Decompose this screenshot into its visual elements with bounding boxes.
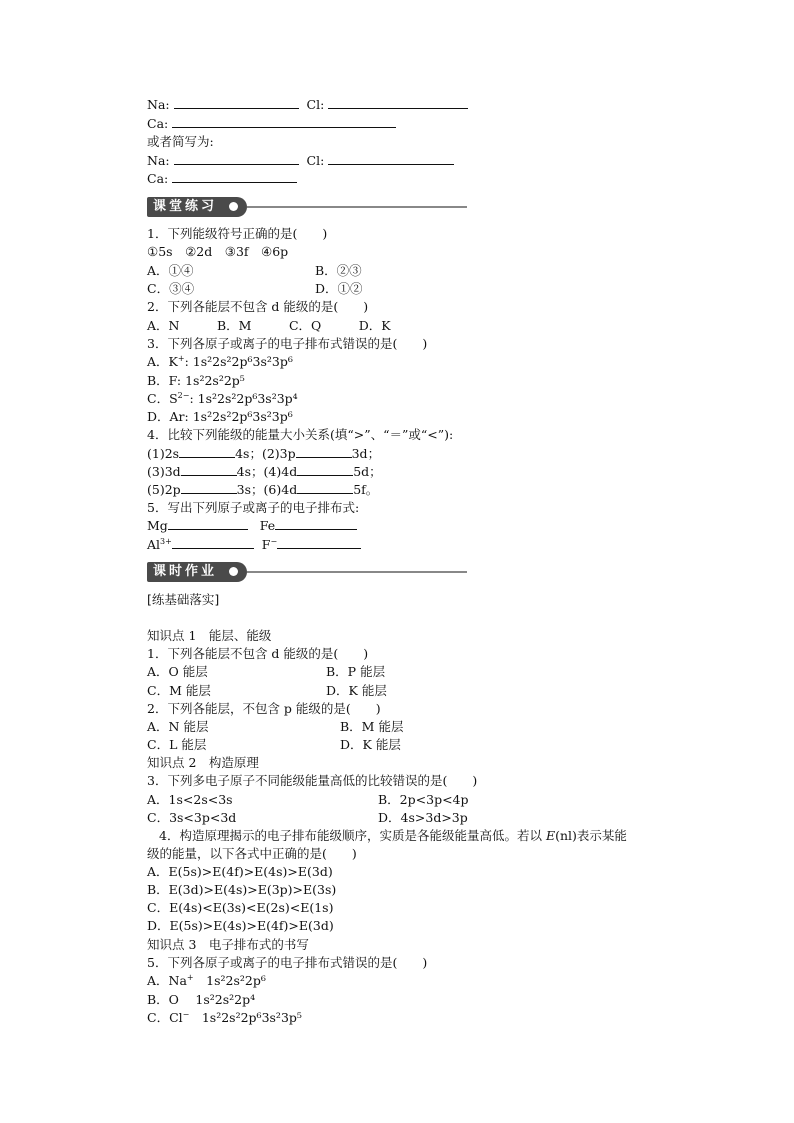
q4-r1a: (1)2s — [147, 446, 180, 461]
band-rule — [247, 206, 467, 208]
q4-blank-4[interactable] — [297, 464, 353, 476]
h3-option-b: B．2p<3p<4p — [378, 792, 469, 807]
h5-c-rest: 1s²2s²2p⁶3s²3p⁵ — [189, 1010, 302, 1025]
h4-option-a: A．E(5s)>E(4f)>E(4s)>E(3d) — [147, 864, 333, 879]
q5-al-label: Al — [147, 537, 161, 552]
q4-row-2 — [147, 464, 382, 480]
q5-al-charge: 3+ — [160, 537, 172, 546]
h2-option-b: B．M 能层 — [340, 719, 404, 734]
na-line — [147, 97, 468, 113]
q2-stem: 2．下列各能层不包含 d 能级的是( ) — [147, 299, 369, 314]
q3-a-rest: : 1s²2s²2p⁶3s²3p⁶ — [184, 354, 293, 369]
q4-blank-1[interactable] — [179, 446, 235, 458]
na2-label: Na: — [147, 153, 170, 168]
h4-line1-a: 4．构造原理揭示的电子排布能级顺序，实质是各能级能量高低。若以 — [159, 828, 546, 843]
q3-stem: 3．下列各原子或离子的电子排布式错误的是( ) — [147, 336, 428, 351]
ca-blank[interactable] — [172, 116, 396, 128]
h5-stem: 5．下列各原子或离子的电子排布式错误的是( ) — [147, 955, 428, 970]
h2-option-d: D．K 能层 — [340, 737, 401, 752]
h1-option-b: B．P 能层 — [326, 664, 386, 679]
q5-mg-label: Mg — [147, 518, 168, 533]
h4-option-c: C．E(4s)<E(3s)<E(2s)<E(1s) — [147, 900, 334, 915]
na-label: Na: — [147, 97, 170, 112]
ca-line — [147, 116, 396, 132]
q5-fe-blank[interactable] — [275, 518, 357, 530]
q5-row-2 — [147, 537, 361, 553]
q3-c-prefix: C．S — [147, 391, 178, 406]
band-title: 课时作业 — [147, 562, 247, 582]
h5-a-rest: 1s²2s²2p⁶ — [193, 973, 266, 988]
q5-f-charge: − — [270, 537, 278, 546]
h3-stem: 3．下列多电子原子不同能级能量高低的比较错误的是( ) — [147, 773, 478, 788]
band-title: 课堂练习 — [147, 197, 247, 217]
h2-option-a: A．N 能层 — [147, 719, 209, 734]
q5-f-label: F — [261, 537, 271, 552]
q4-blank-3[interactable] — [181, 464, 237, 476]
knowledge-point-2: 知识点 2 构造原理 — [147, 755, 259, 770]
cl2-label: Cl: — [306, 153, 325, 168]
q4-r1c: 3d； — [351, 446, 381, 461]
q4-r2b: 4s；(4)4d — [236, 464, 298, 479]
ca-label: Ca: — [147, 116, 169, 131]
cl-label: Cl: — [306, 97, 325, 112]
q1-option-a: A．①④ — [147, 263, 194, 278]
q3-option-c — [147, 391, 298, 407]
q5-al-blank[interactable] — [172, 537, 254, 549]
h4-stem-line1 — [159, 828, 627, 844]
q4-blank-6[interactable] — [297, 482, 353, 494]
q1-option-b: B．②③ — [315, 263, 362, 278]
band-rule — [247, 571, 467, 573]
q4-r2c: 5d； — [353, 464, 382, 479]
q3-option-d: D．Ar: 1s²2s²2p⁶3s²3p⁶ — [147, 409, 293, 424]
q1-option-d: D．①② — [315, 281, 363, 296]
na2-blank[interactable] — [174, 153, 299, 165]
h5-a-charge: + — [186, 973, 194, 982]
short-label: 或者简写为: — [147, 134, 214, 149]
h2-stem: 2．下列各能层，不包含 p 能级的是( ) — [147, 701, 381, 716]
q2-options: A．N B．M C．Q D．K — [147, 318, 391, 333]
band-dot-icon — [229, 567, 238, 576]
q4-row-1 — [147, 446, 380, 462]
q4-r3b: 3s；(6)4d — [236, 482, 298, 497]
q1-items: ①5s ②2d ③3f ④6p — [147, 244, 289, 259]
h5-c-charge: − — [182, 1010, 190, 1019]
h1-option-c: C．M 能层 — [147, 683, 211, 698]
h1-stem: 1．下列各能层不包含 d 能级的是( ) — [147, 646, 369, 661]
band-dot-icon — [229, 202, 238, 211]
q5-mg-blank[interactable] — [168, 518, 248, 530]
h3-option-d: D．4s>3d>3p — [378, 810, 468, 825]
h4-stem-line2: 级的能量，以下各式中正确的是( ) — [147, 846, 357, 861]
h4-option-b: B．E(3d)>E(4s)>E(3p)>E(3s) — [147, 882, 337, 897]
q4-r3a: (5)2p — [147, 482, 181, 497]
q4-blank-2[interactable] — [296, 446, 352, 458]
h1-option-a: A．O 能层 — [147, 664, 208, 679]
q3-c-charge: 2− — [177, 391, 190, 400]
h4-line1-b: (nl)表示某能 — [555, 828, 627, 843]
q3-option-a — [147, 354, 293, 370]
h1-option-d: D．K 能层 — [326, 683, 387, 698]
q4-r1b: 4s；(2)3p — [235, 446, 296, 461]
ca2-label: Ca: — [147, 171, 169, 186]
q3-option-b: B．F: 1s²2s²2p⁵ — [147, 373, 245, 388]
q1-option-c: C．③④ — [147, 281, 195, 296]
h4-line1-e: E — [545, 828, 556, 843]
knowledge-point-3: 知识点 3 电子排布式的书写 — [147, 937, 309, 952]
q5-f-blank[interactable] — [277, 537, 361, 549]
na2-line — [147, 153, 454, 169]
cl-blank[interactable] — [328, 97, 468, 109]
h3-option-a: A．1s<2s<3s — [147, 792, 233, 807]
q5-row-1 — [147, 518, 357, 534]
h3-option-c: C．3s<3p<3d — [147, 810, 237, 825]
q3-a-charge: + — [177, 354, 185, 363]
h2-option-c: C．L 能层 — [147, 737, 207, 752]
q4-blank-5[interactable] — [181, 482, 237, 494]
q5-fe-label: Fe — [259, 518, 276, 533]
q4-stem: 4．比较下列能级的能量大小关系(填“>”、“＝”或“<”): — [147, 427, 454, 442]
h4-option-d: D．E(5s)>E(4s)>E(4f)>E(3d) — [147, 918, 334, 933]
ca2-line — [147, 171, 297, 187]
q5-stem: 5．写出下列原子或离子的电子排布式: — [147, 500, 360, 515]
q3-c-rest: : 1s²2s²2p⁶3s²3p⁴ — [189, 391, 298, 406]
q4-r2a: (3)3d — [147, 464, 181, 479]
q4-row-3 — [147, 482, 378, 498]
na-blank[interactable] — [174, 97, 299, 109]
q1-stem: 1．下列能级符号正确的是( ) — [147, 226, 328, 241]
h5-option-a — [147, 973, 266, 989]
h5-a-prefix: A．Na — [147, 973, 187, 988]
h5-option-c — [147, 1010, 302, 1026]
q4-r3c: 5f。 — [353, 482, 379, 497]
q3-a-prefix: A．K — [147, 354, 178, 369]
h5-c-prefix: C．Cl — [147, 1010, 183, 1025]
section-label: [练基础落实] — [147, 592, 220, 607]
ca2-blank[interactable] — [172, 171, 297, 183]
h5-option-b: B．O 1s²2s²2p⁴ — [147, 992, 256, 1007]
cl2-blank[interactable] — [328, 153, 454, 165]
knowledge-point-1: 知识点 1 能层、能级 — [147, 628, 272, 643]
